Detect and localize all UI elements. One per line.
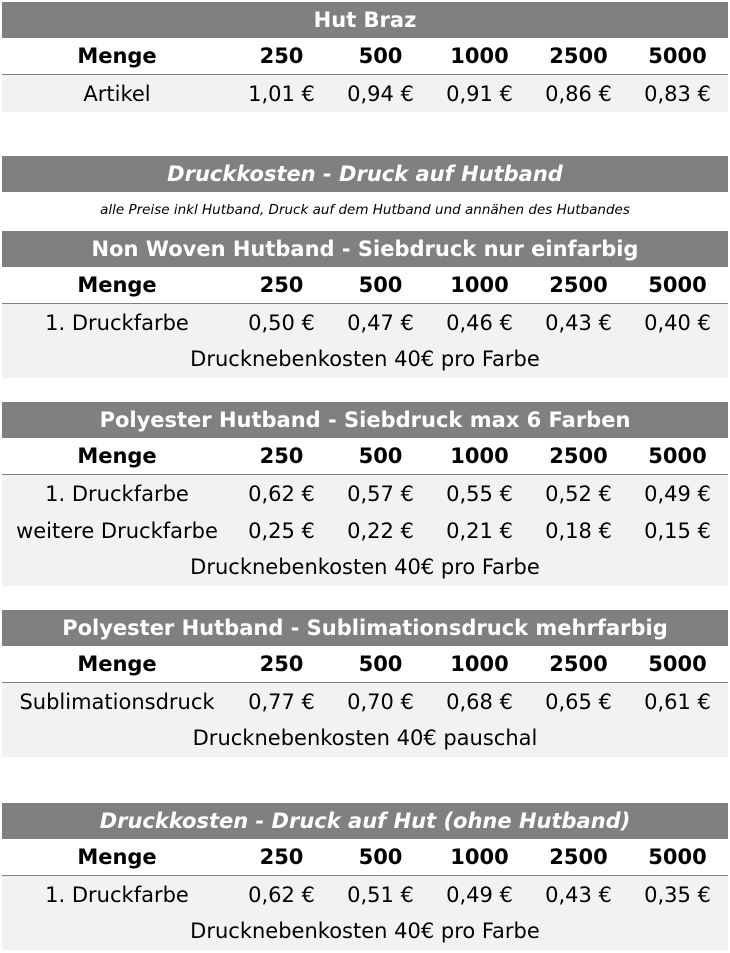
polyester-sublimation-table xyxy=(2,610,728,757)
price-cell: 0,83 € xyxy=(644,81,711,106)
table-title: Polyester Hutband - Sublimationsdruck mehrfarbig xyxy=(2,610,728,646)
price-cell: 0,91 € xyxy=(446,81,513,106)
quantity-header: 500 xyxy=(358,44,403,68)
price-cell: 0,62 € xyxy=(248,481,315,506)
price-cell: 0,43 € xyxy=(545,310,612,335)
price-cell: 0,35 € xyxy=(644,882,711,907)
quantity-header: 1000 xyxy=(450,44,509,68)
quantity-header: 1000 xyxy=(450,652,509,676)
row-label: Artikel xyxy=(83,81,151,106)
section-note: alle Preise inkl Hutband, Druck auf dem Hutband und annähen des Hutbandes xyxy=(2,192,728,228)
quantity-header: 5000 xyxy=(648,652,707,676)
table-header-row xyxy=(2,38,728,75)
quantity-header: 2500 xyxy=(549,845,608,869)
table-row xyxy=(2,876,728,913)
price-cell: 0,86 € xyxy=(545,81,612,106)
quantity-header: 250 xyxy=(259,444,304,468)
table-header-row xyxy=(2,438,728,475)
table-header-row xyxy=(2,839,728,876)
price-cell: 0,52 € xyxy=(545,481,612,506)
table-header-row xyxy=(2,646,728,683)
price-cell: 0,94 € xyxy=(347,81,414,106)
price-cell: 0,61 € xyxy=(644,689,711,714)
table-title: Druckkosten - Druck auf Hut (ohne Hutband) xyxy=(2,803,728,839)
row-label: Sublimationsdruck xyxy=(19,689,215,714)
quantity-header: 2500 xyxy=(549,444,608,468)
price-cell: 1,01 € xyxy=(248,81,315,106)
menge-header: Menge xyxy=(77,444,157,468)
price-cell: 0,50 € xyxy=(248,310,315,335)
quantity-header: 250 xyxy=(259,845,304,869)
price-cell: 0,49 € xyxy=(446,882,513,907)
quantity-header: 5000 xyxy=(648,44,707,68)
price-cell: 0,18 € xyxy=(545,518,612,543)
table-footer-note: Drucknebenkosten 40€ pauschal xyxy=(2,720,728,757)
quantity-header: 1000 xyxy=(450,273,509,297)
price-cell: 0,49 € xyxy=(644,481,711,506)
table-row xyxy=(2,683,728,720)
quantity-header: 500 xyxy=(358,845,403,869)
table-row xyxy=(2,75,728,112)
row-label: 1. Druckfarbe xyxy=(45,310,189,335)
quantity-header: 5000 xyxy=(648,845,707,869)
table-row xyxy=(2,512,728,549)
quantity-header: 2500 xyxy=(549,44,608,68)
price-cell: 0,40 € xyxy=(644,310,711,335)
table-footer-note: Drucknebenkosten 40€ pro Farbe xyxy=(2,913,728,950)
menge-header: Menge xyxy=(77,652,157,676)
price-cell: 0,55 € xyxy=(446,481,513,506)
price-cell: 0,15 € xyxy=(644,518,711,543)
menge-header: Menge xyxy=(77,273,157,297)
price-cell: 0,57 € xyxy=(347,481,414,506)
quantity-header: 250 xyxy=(259,273,304,297)
price-cell: 0,43 € xyxy=(545,882,612,907)
price-cell: 0,21 € xyxy=(446,518,513,543)
druck-hutband-section xyxy=(2,156,728,228)
hut-braz-table xyxy=(2,2,728,112)
price-cell: 0,68 € xyxy=(446,689,513,714)
quantity-header: 1000 xyxy=(450,845,509,869)
table-header-row xyxy=(2,267,728,304)
table-row xyxy=(2,304,728,341)
druck-hut-table xyxy=(2,803,728,950)
section-title: Druckkosten - Druck auf Hutband xyxy=(2,156,728,192)
row-label: 1. Druckfarbe xyxy=(45,481,189,506)
non-woven-table xyxy=(2,231,728,378)
quantity-header: 500 xyxy=(358,652,403,676)
polyester-siebdruck-table xyxy=(2,402,728,586)
quantity-header: 5000 xyxy=(648,273,707,297)
table-title: Hut Braz xyxy=(2,2,728,38)
price-cell: 0,46 € xyxy=(446,310,513,335)
price-cell: 0,77 € xyxy=(248,689,315,714)
table-footer-note: Drucknebenkosten 40€ pro Farbe xyxy=(2,341,728,378)
quantity-header: 2500 xyxy=(549,652,608,676)
menge-header: Menge xyxy=(77,44,157,68)
quantity-header: 5000 xyxy=(648,444,707,468)
row-label: weitere Druckfarbe xyxy=(16,518,218,543)
table-title: Non Woven Hutband - Siebdruck nur einfarbig xyxy=(2,231,728,267)
price-cell: 0,70 € xyxy=(347,689,414,714)
price-cell: 0,65 € xyxy=(545,689,612,714)
quantity-header: 2500 xyxy=(549,273,608,297)
table-title: Polyester Hutband - Siebdruck max 6 Farben xyxy=(2,402,728,438)
menge-header: Menge xyxy=(77,845,157,869)
quantity-header: 1000 xyxy=(450,444,509,468)
quantity-header: 250 xyxy=(259,44,304,68)
quantity-header: 250 xyxy=(259,652,304,676)
price-cell: 0,47 € xyxy=(347,310,414,335)
quantity-header: 500 xyxy=(358,444,403,468)
price-cell: 0,62 € xyxy=(248,882,315,907)
row-label: 1. Druckfarbe xyxy=(45,882,189,907)
price-cell: 0,22 € xyxy=(347,518,414,543)
price-cell: 0,25 € xyxy=(248,518,315,543)
quantity-header: 500 xyxy=(358,273,403,297)
table-row xyxy=(2,475,728,512)
table-footer-note: Drucknebenkosten 40€ pro Farbe xyxy=(2,549,728,586)
price-cell: 0,51 € xyxy=(347,882,414,907)
